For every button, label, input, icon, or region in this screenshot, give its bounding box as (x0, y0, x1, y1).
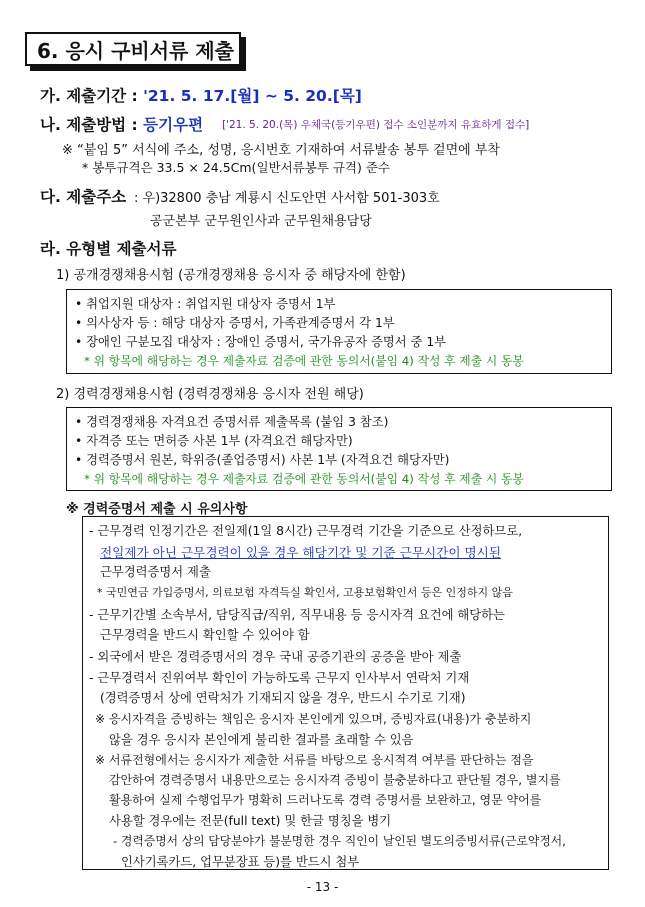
caution-line: ※ 서류전형에서는 응시자가 제출한 서류를 바탕으로 응시적격 여부를 판단하는 점을 (95, 753, 534, 767)
submission-address-line2: 공군본부 군무원인사과 군무원채용담당 (150, 214, 372, 229)
section-title: 6. 응시 구비서류 제출 (25, 32, 241, 66)
type2-box (66, 407, 612, 491)
caution-line: * 국민연금 가입증명서, 의료보험 자격득실 확인서, 고용보험확인서 등은 인정하지 않음 (97, 586, 513, 599)
submission-period-label: 가. 제출기간 : (40, 87, 144, 105)
type1-item: • 장애인 구분모집 대상자 : 장애인 증명서, 국가유공자 증명서 중 1부 (75, 335, 447, 349)
caution-line: (경력증명서 상에 연락처가 기재되지 않을 경우, 반드시 수기로 기재) (100, 691, 466, 705)
caution-line: 인사기록카드, 업무분장표 등)를 반드시 첨부 (121, 855, 360, 869)
type2-title: 2) 경력경쟁채용시험 (경력경쟁채용 응시자 전원 해당) (56, 387, 364, 402)
type1-note: * 위 항목에 해당하는 경우 제출자료 검증에 관한 동의서(붙임 4) 작성 후 제출 시 동봉 (84, 354, 524, 368)
caution-line: - 경력증명서 상의 담당분야가 불분명한 경우 직인이 날인된 별도의증빙서류(근로약정서, (113, 834, 566, 848)
caution-title: ※ 경력증명서 제출 시 유의사항 (66, 502, 248, 517)
caution-line: - 근무경력 인정기간은 전일제(1일 8시간) 근무경력 기간을 기준으로 산정하므로, (89, 524, 523, 538)
caution-line: 근무경력을 반드시 확인할 수 있어야 함 (100, 628, 310, 642)
type1-item: • 취업지원 대상자 : 취업지원 대상자 증명서 1부 (75, 297, 336, 311)
type2-item: • 경력경쟁채용 자격요건 증명서류 제출목록 (붙임 3 참조) (75, 415, 389, 429)
caution-line-emphasis: 전일제가 아닌 근무경력이 있을 경우 해당기간 및 기준 근무시간이 명시된 (100, 545, 501, 560)
type2-item: • 자격증 또는 면허증 사본 1부 (자격요건 해당자만) (75, 434, 353, 448)
type1-box (66, 289, 612, 374)
caution-box (82, 516, 609, 870)
submission-period-value: '21. 5. 17.[월] ~ 5. 20.[목] (143, 87, 362, 105)
caution-line: 근무경력증명서 제출 (100, 565, 211, 579)
type2-item: • 경력증명서 원본, 학위증(졸업증명서) 사본 1부 (자격요건 해당자만) (75, 453, 450, 467)
type1-title: 1) 공개경쟁채용시험 (공개경쟁채용 응시자 중 해당자에 한함) (56, 268, 406, 283)
submission-method-value: 등기우편 (143, 116, 204, 134)
caution-line: - 외국에서 받은 경력증명서의 경우 국내 공증기관의 공증을 받아 제출 (89, 650, 462, 664)
caution-line: - 근무기간별 소속부서, 담당직급/직위, 직무내용 등 응시자격 요건에 해당하는 (89, 608, 505, 622)
submission-method (40, 113, 203, 135)
method-sub-note-1: ※ “붙임 5” 서식에 주소, 성명, 응시번호 기재하여 서류발송 봉투 겉면에 부착 (62, 143, 500, 158)
submission-method-note: ['21. 5. 20.(목) 우체국(등기우편) 접수 소인분까지 유효하게 접수] (222, 119, 530, 131)
submission-address-label: 다. 제출주소 (40, 188, 127, 206)
submission-address-line1: : 우)32800 충남 계룡시 신도안면 사서함 501-303호 (134, 191, 440, 206)
caution-line: 감안하여 경력증명서 내용만으로는 응시자격 증빙이 불충분하다고 판단될 경우, 별지를 (109, 773, 561, 787)
page-number: - 13 - (306, 880, 339, 894)
documents-by-type-heading: 라. 유형별 제출서류 (40, 240, 177, 258)
caution-line: 활용하여 실제 수행업무가 명확히 드러나도록 경력 증명서를 보완하고, 영문 약어를 (109, 793, 542, 807)
submission-period (40, 84, 362, 106)
caution-line: 않을 경우 응시자 본인에게 불리한 결과를 초래할 수 있음 (109, 733, 414, 747)
type1-item: • 의사상자 등 : 해당 대상자 증명서, 가족관계증명서 각 1부 (75, 316, 395, 330)
submission-method-label: 나. 제출방법 : (40, 116, 144, 134)
caution-line: 사용할 경우에는 전문(full text) 및 한글 명칭을 병기 (109, 814, 392, 828)
caution-line: - 근무경력서 진위여부 확인이 가능하도록 근무지 인사부서 연락처 기재 (89, 671, 470, 685)
caution-line: ※ 응시자격을 증빙하는 책임은 응시자 본인에게 있으며, 증빙자료(내용)가 충분하지 (95, 712, 532, 726)
method-sub-note-2: * 봉투규격은 33.5 × 24.5Cm(일반서류봉투 규격) 준수 (82, 160, 391, 175)
type2-note: * 위 항목에 해당하는 경우 제출자료 검증에 관한 동의서(붙임 4) 작성 후 제출 시 동봉 (84, 472, 524, 486)
